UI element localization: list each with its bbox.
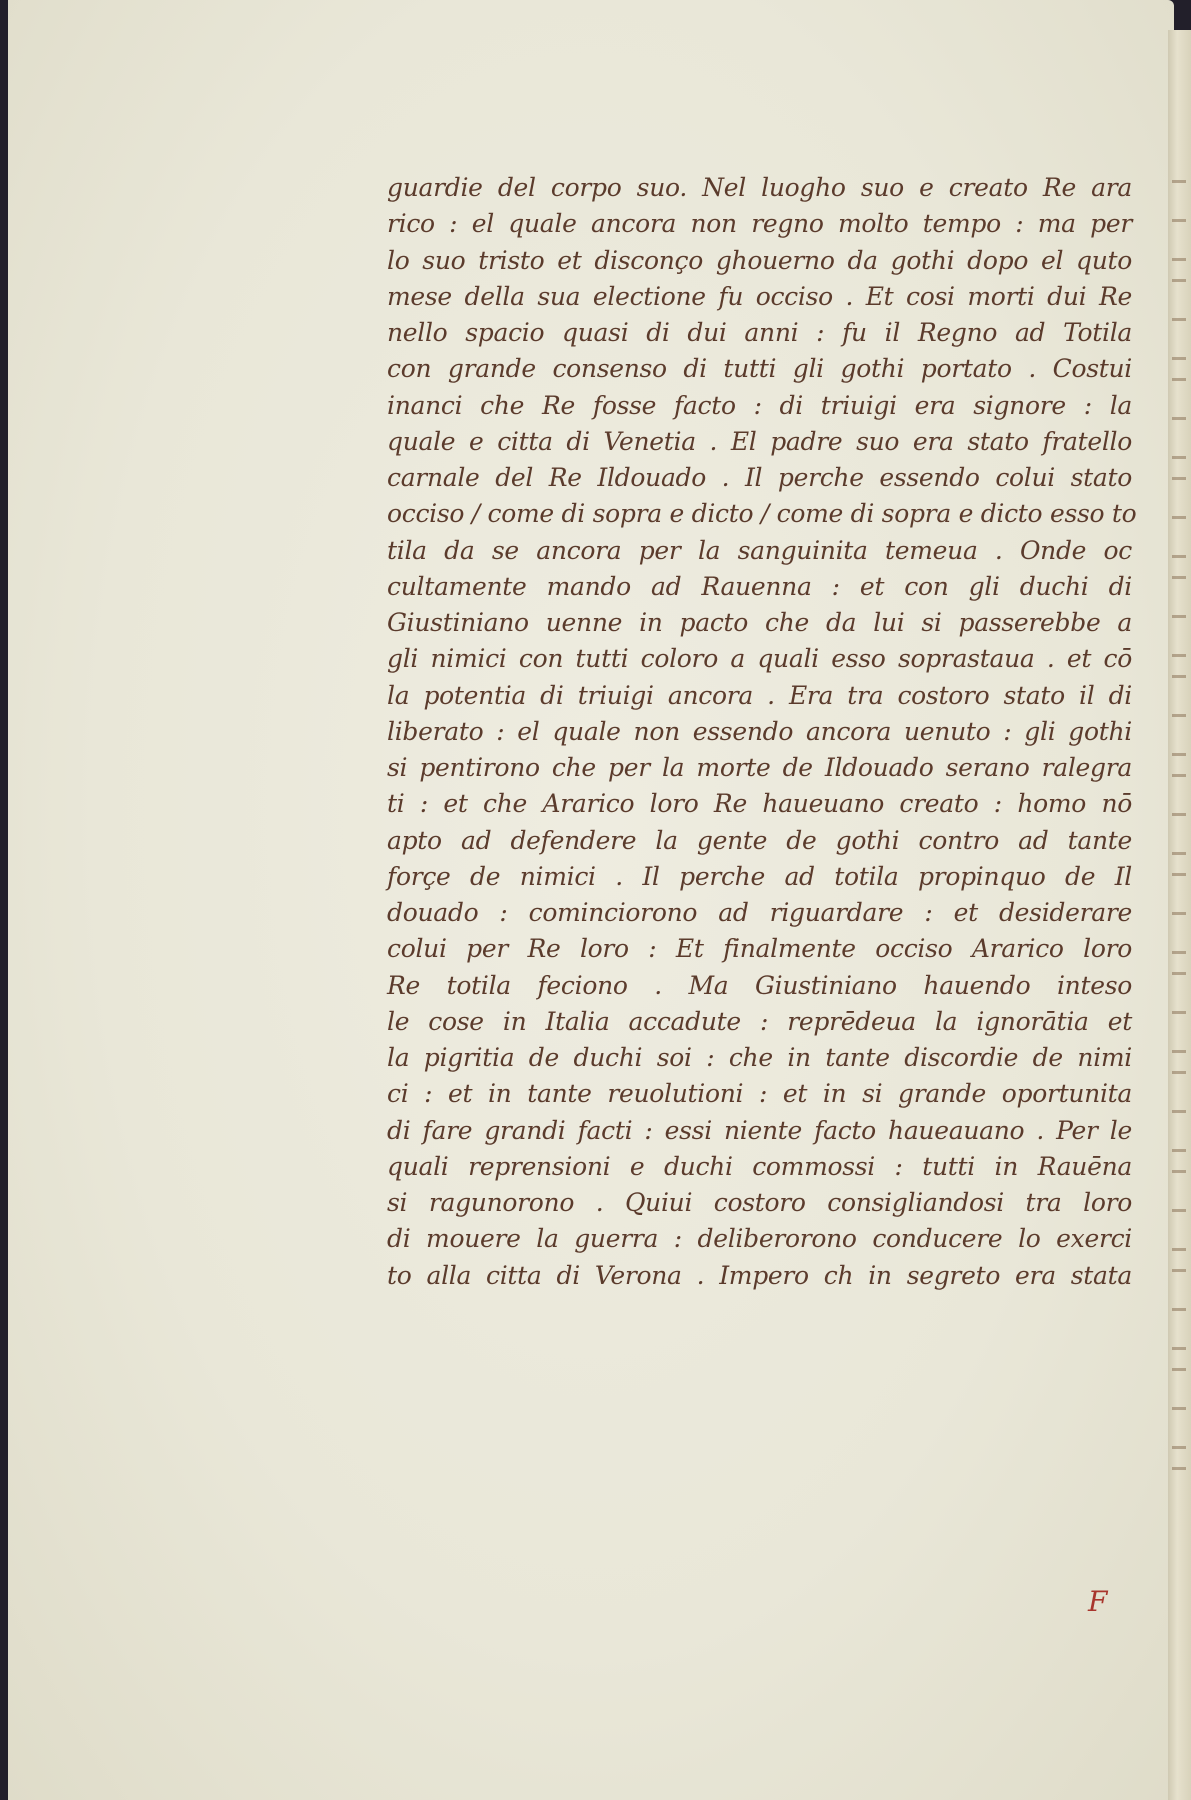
adjacent-text-fragment [1172,1071,1186,1074]
adjacent-text-fragment [1172,615,1186,618]
text-line: cultamente mando ad Rauenna : et con gli duchi di [387,571,1132,601]
adjacent-text-fragment [1172,378,1186,381]
text-line: rico : el quale ancora non regno molto tempo : ma per [387,209,1132,239]
text-line: di fare grandi facti : essi niente facto haueauano . Per le [387,1115,1132,1145]
text-line: inanci che Re fosse facto : di triuigi era signore : la [387,390,1132,420]
text-line: gli nimici con tutti coloro a quali esso soprastaua . et cō [387,644,1132,674]
text-line: colui per Re loro : Et finalmente occiso Ararico loro [387,934,1132,964]
text-line: apto ad defendere la gente de gothi contro ad tante [387,825,1132,855]
adjacent-text-fragment [1172,1149,1186,1152]
text-line: quali reprensioni e duchi commossi : tutti in Rauēna [387,1151,1132,1181]
manuscript-page [8,0,1174,1800]
adjacent-text-fragment [1172,912,1186,915]
adjacent-text-fragment [1172,1308,1186,1311]
text-line: nello spacio quasi di dui anni : fu il Regno ad Totila [387,318,1132,347]
adjacent-text-fragment [1172,555,1186,558]
text-line: carnale del Re Ildouado . Il perche essendo colui stato [387,463,1132,492]
adjacent-text-fragment [1172,180,1186,183]
adjacent-text-fragment [1172,318,1186,321]
text-line: mese della sua electione fu occiso . Et cosi morti dui Re [387,281,1132,311]
text-line: si pentirono che per la morte de Ildouado serano ralegra [387,753,1132,782]
adjacent-text-fragment [1172,1347,1186,1350]
adjacent-text-fragment [1172,1011,1186,1014]
adjacent-text-fragment [1172,714,1186,717]
text-line: con grande consenso di tutti gli gothi portato . Costui [387,354,1132,384]
text-line: douado : cominciorono ad riguardare : et desiderare [387,898,1132,927]
adjacent-text-fragment [1172,1269,1186,1272]
adjacent-text-fragment [1172,357,1186,360]
text-line: le cose in Italia accadute : reprēdeua la ignorātia et [387,1006,1132,1036]
adjacent-text-fragment [1172,774,1186,777]
text-line: ti : et che Ararico loro Re haueuano creato : homo nō [387,789,1132,819]
adjacent-text-fragment [1172,675,1186,678]
text-line: la pigritia de duchi soi : che in tante discordie de nimi [387,1043,1132,1072]
adjacent-text-fragment [1172,972,1186,975]
adjacent-text-fragment [1172,1209,1186,1212]
adjacent-text-fragment [1172,279,1186,282]
adjacent-text-fragment [1172,456,1186,459]
adjacent-text-fragment [1172,1170,1186,1173]
adjacent-text-fragment [1172,951,1186,954]
adjacent-text-fragment [1172,852,1186,855]
text-line: si ragunorono . Quiui costoro consigliandosi tra loro [387,1188,1132,1217]
text-line: tila da se ancora per la sanguinita temeua . Onde oc [387,535,1132,565]
adjacent-text-fragment [1172,813,1186,816]
adjacent-text-fragment [1172,1050,1186,1053]
text-line: quale e citta di Venetia . El padre suo era stato fratello [387,426,1132,456]
text-line: la potentia di triuigi ancora . Era tra costoro stato il di [387,680,1132,710]
adjacent-text-fragment [1172,1110,1186,1113]
text-line: occiso / come di sopra e dicto / come di sopra e dicto esso to [387,499,1137,529]
adjacent-text-fragment [1172,1467,1186,1470]
adjacent-text-fragment [1172,1248,1186,1251]
text-line: lo suo tristo et disconço ghouerno da gothi dopo el quto [387,245,1132,275]
adjacent-text-fragment [1172,1368,1186,1371]
adjacent-page-edge [1168,30,1191,1800]
text-line: to alla citta di Verona . Impero ch in segreto era stata [387,1260,1132,1290]
adjacent-text-fragment [1172,1446,1186,1449]
adjacent-text-fragment [1172,753,1186,756]
text-line: forçe de nimici . Il perche ad totila propinquo de Il [387,861,1132,891]
adjacent-text-fragment [1172,258,1186,261]
adjacent-text-fragment [1172,873,1186,876]
adjacent-text-fragment [1172,1407,1186,1410]
adjacent-text-fragment [1172,219,1186,222]
adjacent-text-fragment [1172,417,1186,420]
text-line: Re totila feciono . Ma Giustiniano hauendo inteso [387,970,1132,1000]
signature-mark: F [1088,1585,1108,1618]
text-line: guardie del corpo suo. Nel luogho suo e creato Re ara [387,173,1132,202]
adjacent-text-fragment [1172,654,1186,657]
text-line: ci : et in tante reuolutioni : et in si grande oportunita [387,1079,1132,1109]
text-line: di mouere la guerra : deliberorono conducere lo exerci [387,1224,1132,1254]
adjacent-text-fragment [1172,477,1186,480]
adjacent-text-fragment [1172,576,1186,579]
text-line: Giustiniano uenne in pacto che da lui si passerebbe a [387,608,1132,637]
adjacent-text-fragment [1172,516,1186,519]
text-line: liberato : el quale non essendo ancora uenuto : gli gothi [387,716,1132,746]
manuscript-text-block [387,170,1137,1294]
